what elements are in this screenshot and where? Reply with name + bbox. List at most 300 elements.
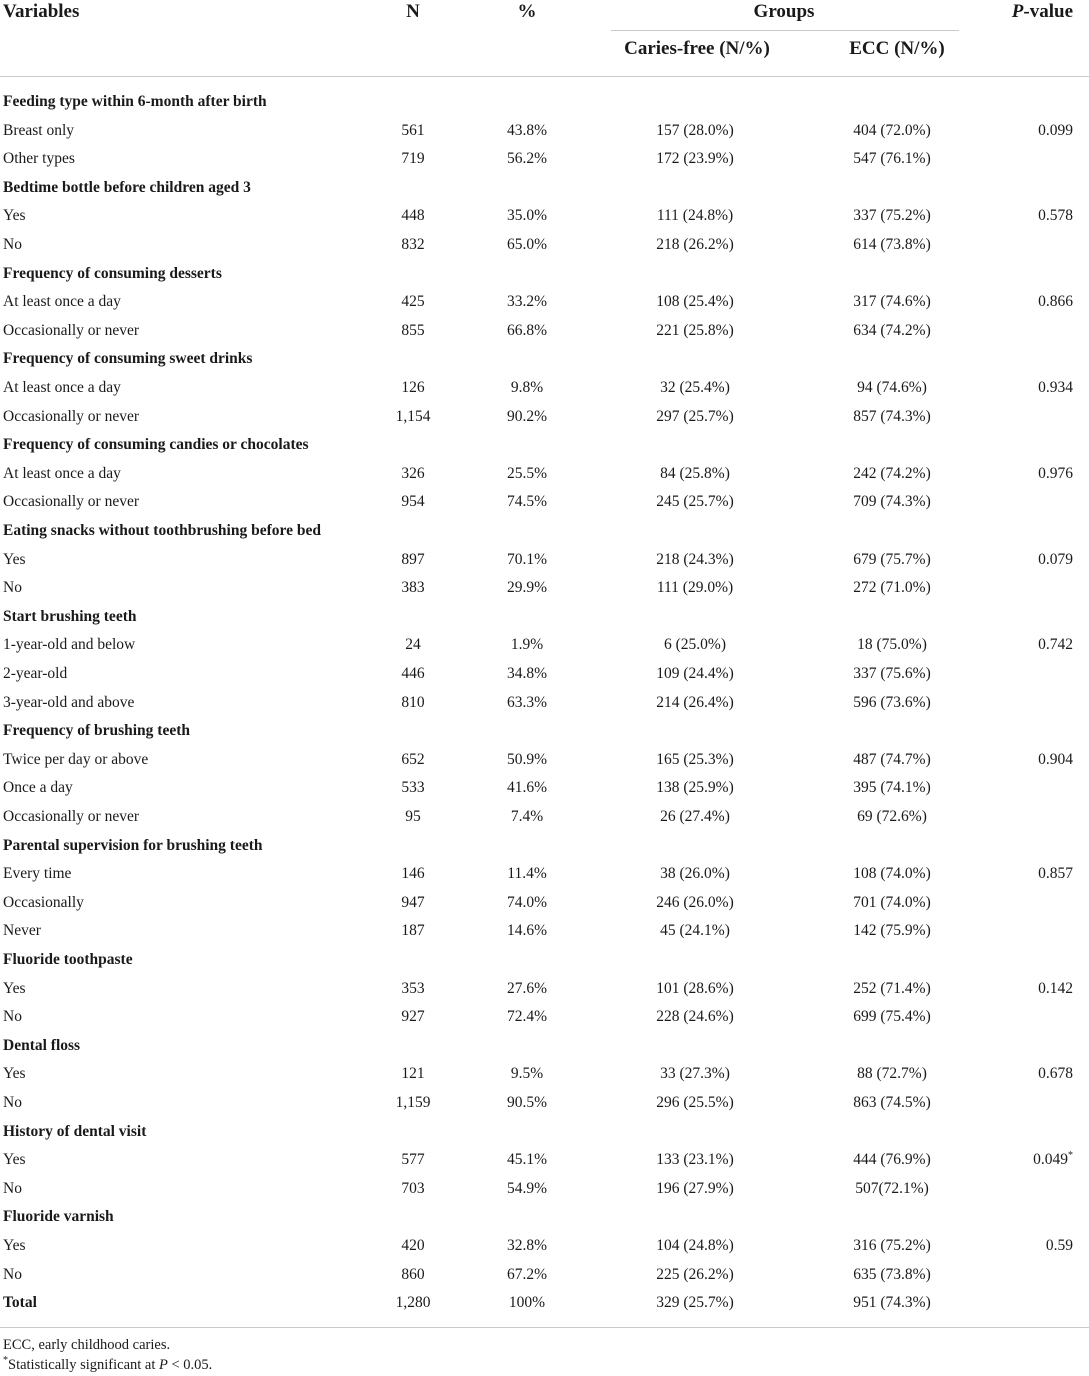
- row-variable-text: Yes: [3, 207, 26, 225]
- row-ecc: [853, 746, 931, 775]
- row-n: [401, 231, 424, 260]
- row-percent-text: 32.8%: [506, 1237, 548, 1254]
- row-variable-text: Every time: [3, 865, 72, 883]
- row-variable: [3, 374, 121, 403]
- row-ecc-text: 88 (72.7%): [857, 1065, 927, 1083]
- row-caries-free-text: 6 (25.0%): [664, 636, 726, 654]
- row-variable-text: Yes: [3, 979, 26, 997]
- row-n: [401, 202, 424, 231]
- row-n: [405, 803, 421, 832]
- row-variable: [3, 1032, 80, 1061]
- row-percent-text: 25.5%: [506, 464, 548, 482]
- row-ecc-text: 507(72.1%): [855, 1179, 929, 1197]
- row-caries-free-text: 329 (25.7%): [656, 1294, 734, 1312]
- row-ecc-text: 634 (74.2%): [853, 321, 931, 339]
- row-pvalue: [1038, 288, 1073, 317]
- row-n-text: 927: [401, 1008, 425, 1026]
- row-n: [401, 975, 424, 1004]
- row-n: [401, 460, 424, 489]
- footnote-sig-rest: < 0.05.: [167, 1357, 213, 1373]
- table-row: [0, 975, 1089, 1004]
- row-percent: [507, 746, 547, 775]
- footnote-sig-mark: *: [3, 1355, 8, 1367]
- row-ecc-text: 108 (74.0%): [853, 865, 931, 883]
- row-ecc-text: 596 (73.6%): [853, 693, 931, 711]
- row-caries-free-text: 297 (25.7%): [656, 407, 734, 425]
- row-variable: [3, 860, 71, 889]
- row-n-text: 126: [401, 379, 425, 396]
- row-n: [401, 574, 424, 603]
- row-n: [396, 1089, 431, 1118]
- row-variable: [3, 946, 133, 975]
- row-percent-text: 29.9%: [506, 579, 548, 597]
- row-percent-text: 50.9%: [506, 750, 548, 768]
- row-caries-free-text: 228 (24.6%): [656, 1008, 734, 1026]
- table-row: [0, 317, 1089, 346]
- row-variable-text: No: [3, 236, 22, 253]
- row-variable: [3, 1003, 22, 1032]
- row-ecc: [857, 631, 927, 660]
- row-variable: [3, 975, 26, 1004]
- section-header-row: [0, 431, 1089, 460]
- row-caries-free: [660, 860, 730, 889]
- row-n-text: 577: [401, 1151, 425, 1169]
- section-header-row: [0, 88, 1089, 117]
- row-variable: [3, 774, 73, 803]
- row-ecc-text: 94 (74.6%): [857, 379, 927, 396]
- row-caries-free: [656, 1261, 734, 1290]
- row-pvalue-text: 0.866: [1038, 293, 1073, 311]
- row-pvalue-text: 0.079: [1038, 550, 1073, 568]
- row-caries-free: [660, 803, 730, 832]
- row-n: [401, 546, 424, 575]
- row-variable-text: Frequency of consuming desserts: [3, 264, 222, 282]
- table-row: [0, 202, 1089, 231]
- row-ecc-text: 252 (71.4%): [853, 979, 931, 997]
- row-variable-text: Eating snacks without toothbrushing before bed: [3, 522, 321, 539]
- row-caries-free-text: 196 (27.9%): [656, 1179, 734, 1197]
- row-ecc: [853, 117, 931, 146]
- row-pvalue-text: 0.934: [1038, 379, 1073, 396]
- row-percent: [507, 117, 547, 146]
- table-row: [0, 546, 1089, 575]
- row-percent: [507, 231, 547, 260]
- row-percent: [507, 202, 547, 231]
- row-percent: [507, 1089, 547, 1118]
- row-caries-free-text: 104 (24.8%): [656, 1237, 734, 1254]
- row-ecc-text: 701 (74.0%): [853, 893, 931, 911]
- row-ecc-text: 951 (74.3%): [853, 1294, 931, 1312]
- row-percent-text: 70.1%: [506, 550, 548, 568]
- row-variable: [3, 1261, 22, 1290]
- row-ecc: [853, 1146, 931, 1175]
- row-caries-free: [656, 746, 734, 775]
- table-row: [0, 889, 1089, 918]
- row-n-text: 954: [401, 493, 425, 511]
- row-caries-free-text: 218 (24.3%): [656, 550, 734, 568]
- row-n: [401, 317, 424, 346]
- row-ecc: [853, 574, 931, 603]
- row-pvalue: [1038, 975, 1073, 1004]
- table-row: [0, 488, 1089, 517]
- row-variable-text: No: [3, 1179, 22, 1197]
- row-percent-text: 33.2%: [506, 293, 548, 311]
- row-caries-free: [656, 145, 734, 174]
- row-variable: [3, 1203, 114, 1232]
- row-percent: [511, 631, 543, 660]
- row-variable-text: Once a day: [3, 779, 73, 797]
- row-variable: [3, 460, 121, 489]
- row-caries-free: [656, 975, 734, 1004]
- row-pvalue-text: 0.099: [1038, 121, 1073, 139]
- row-ecc: [853, 1003, 931, 1032]
- row-caries-free: [656, 231, 734, 260]
- row-caries-free: [656, 1146, 734, 1175]
- row-percent: [507, 689, 547, 718]
- row-percent-text: 63.3%: [506, 693, 548, 711]
- row-caries-free: [656, 488, 734, 517]
- table-row: [0, 403, 1089, 432]
- row-percent: [507, 1175, 547, 1204]
- row-n: [401, 889, 424, 918]
- row-percent-text: 41.6%: [506, 779, 548, 797]
- row-variable: [3, 803, 139, 832]
- row-n-text: 897: [401, 550, 425, 568]
- row-caries-free-text: 225 (26.2%): [656, 1265, 734, 1283]
- row-variable: [3, 889, 84, 918]
- row-percent: [511, 374, 543, 403]
- section-header-row: [0, 1032, 1089, 1061]
- table-row: [0, 231, 1089, 260]
- row-caries-free-text: 221 (25.8%): [656, 321, 734, 339]
- row-percent-text: 56.2%: [506, 150, 548, 168]
- section-header-row: [0, 517, 1089, 546]
- row-percent-text: 11.4%: [507, 865, 547, 883]
- row-n-text: 121: [401, 1065, 425, 1083]
- header-pvalue-italic: P: [1011, 1, 1024, 22]
- row-percent-text: 100%: [508, 1294, 546, 1312]
- row-variable-text: Yes: [3, 1151, 26, 1169]
- row-variable: [3, 917, 41, 946]
- row-variable-text: 3-year-old and above: [3, 693, 135, 711]
- row-pvalue-text: 0.857: [1038, 865, 1073, 883]
- header-pvalue: [1012, 0, 1073, 24]
- footnote-sig-p: P: [159, 1357, 168, 1373]
- row-pvalue-text: 0.976: [1038, 464, 1073, 482]
- row-caries-free-text: 214 (26.4%): [656, 693, 734, 711]
- row-percent-text: 90.5%: [506, 1094, 548, 1111]
- row-variable-text: Occasionally or never: [3, 407, 139, 425]
- row-variable: [3, 488, 139, 517]
- row-percent-text: 27.6%: [506, 979, 548, 997]
- table-row: [0, 1146, 1089, 1175]
- total-row: [0, 1289, 1089, 1318]
- row-variable: [3, 1175, 22, 1204]
- row-caries-free: [657, 202, 733, 231]
- table-row: [0, 145, 1089, 174]
- row-caries-free-text: 84 (25.8%): [660, 464, 730, 482]
- table-row: [0, 1003, 1089, 1032]
- row-ecc: [853, 860, 931, 889]
- row-n-text: 561: [401, 121, 425, 139]
- header-bottom-rule: [0, 76, 1089, 77]
- row-percent: [507, 574, 547, 603]
- row-caries-free: [664, 631, 726, 660]
- row-caries-free-text: 296 (25.5%): [656, 1094, 734, 1111]
- row-pvalue-text: 0.578: [1038, 207, 1073, 225]
- row-pvalue: [1038, 202, 1073, 231]
- row-caries-free-text: 165 (25.3%): [656, 750, 734, 768]
- row-caries-free: [656, 1003, 734, 1032]
- row-n: [401, 746, 424, 775]
- row-ecc: [857, 803, 927, 832]
- row-variable-text: Occasionally: [3, 893, 84, 911]
- row-percent-text: 72.4%: [506, 1008, 548, 1026]
- table-bottom-rule: [0, 1327, 1089, 1328]
- row-ecc-text: 395 (74.1%): [853, 779, 931, 797]
- row-variable-text: Frequency of brushing teeth: [3, 722, 191, 740]
- row-variable-text: Fluoride varnish: [3, 1208, 114, 1226]
- row-pvalue-text: 0.678: [1038, 1065, 1073, 1083]
- row-n-text: 425: [401, 293, 425, 311]
- table-row: [0, 374, 1089, 403]
- row-n: [401, 1232, 424, 1261]
- row-ecc-text: 18 (75.0%): [857, 636, 927, 654]
- row-variable: [3, 1118, 146, 1147]
- table-row: [0, 803, 1089, 832]
- row-variable-text: No: [3, 1094, 22, 1111]
- row-caries-free: [656, 1175, 734, 1204]
- row-caries-free-text: 111 (24.8%): [656, 207, 734, 225]
- row-n-text: 353: [401, 979, 425, 997]
- row-percent-text: 9.8%: [510, 379, 544, 396]
- row-ecc-text: 699 (75.4%): [853, 1008, 931, 1026]
- row-variable: [3, 288, 121, 317]
- row-variable-text: History of dental visit: [3, 1122, 147, 1140]
- row-n: [401, 689, 424, 718]
- table-row: [0, 631, 1089, 660]
- row-variable: [3, 832, 263, 861]
- row-percent: [507, 1146, 547, 1175]
- row-n-text: 703: [401, 1179, 425, 1197]
- row-pvalue: [1033, 1146, 1073, 1175]
- row-pvalue: [1038, 460, 1073, 489]
- row-ecc: [853, 689, 931, 718]
- row-pvalue: [1038, 860, 1073, 889]
- row-ecc-text: 679 (75.7%): [853, 550, 931, 568]
- row-caries-free: [656, 774, 734, 803]
- row-variable: [3, 546, 26, 575]
- header-groups: Groups: [753, 1, 815, 22]
- row-n: [401, 660, 424, 689]
- row-percent-text: 7.4%: [510, 808, 544, 825]
- row-percent: [507, 1232, 547, 1261]
- row-ecc-text: 142 (75.9%): [853, 922, 931, 940]
- row-caries-free-text: 32 (25.4%): [660, 379, 730, 396]
- row-caries-free: [660, 917, 730, 946]
- row-ecc: [853, 1289, 931, 1318]
- row-variable-text: No: [3, 1008, 22, 1026]
- row-variable: [3, 660, 67, 689]
- row-n-text: 810: [401, 693, 425, 711]
- row-caries-free: [656, 1289, 734, 1318]
- section-header-row: [0, 717, 1089, 746]
- table-row: [0, 1089, 1089, 1118]
- row-pvalue: [1046, 1232, 1073, 1261]
- row-variable: [3, 1060, 26, 1089]
- row-ecc-text: 242 (74.2%): [853, 464, 931, 482]
- header-percent: %: [517, 1, 537, 22]
- row-variable-text: Frequency of consuming candies or chocolates: [3, 436, 309, 454]
- row-caries-free-text: 172 (23.9%): [656, 150, 734, 168]
- row-caries-free: [660, 374, 730, 403]
- row-n-text: 326: [401, 464, 425, 482]
- row-variable-text: Total: [3, 1294, 37, 1312]
- table-row: [0, 1261, 1089, 1290]
- row-caries-free-text: 33 (27.3%): [660, 1065, 730, 1083]
- row-variable: [3, 260, 222, 289]
- row-variable-text: 2-year-old: [3, 665, 68, 682]
- row-percent: [509, 1289, 545, 1318]
- row-n-text: 383: [401, 579, 425, 597]
- row-pvalue: [1038, 117, 1073, 146]
- row-pvalue: [1038, 374, 1073, 403]
- row-ecc-text: 635 (73.8%): [853, 1265, 931, 1283]
- row-ecc: [853, 889, 931, 918]
- row-caries-free: [660, 1060, 730, 1089]
- row-n-text: 95: [405, 808, 421, 825]
- table-row: [0, 1175, 1089, 1204]
- row-percent-text: 43.8%: [506, 121, 548, 139]
- row-percent: [507, 917, 547, 946]
- row-ecc-text: 316 (75.2%): [853, 1237, 931, 1254]
- row-variable-text: Occasionally or never: [3, 808, 139, 825]
- row-variable-text: Occasionally or never: [3, 321, 139, 339]
- table-row: [0, 660, 1089, 689]
- table-row: [0, 689, 1089, 718]
- row-ecc: [853, 917, 931, 946]
- row-variable-text: At least once a day: [3, 379, 121, 396]
- row-n-text: 1,154: [395, 407, 431, 425]
- row-n: [401, 1261, 424, 1290]
- table-row: [0, 860, 1089, 889]
- section-header-row: [0, 345, 1089, 374]
- row-variable-text: Feeding type within 6-month after birth: [3, 93, 267, 110]
- row-percent: [511, 803, 543, 832]
- row-n-text: 187: [401, 922, 425, 940]
- row-n: [401, 1060, 424, 1089]
- section-header-row: [0, 603, 1089, 632]
- row-n-text: 146: [401, 865, 425, 883]
- row-caries-free-text: 218 (26.2%): [656, 236, 734, 253]
- header-pvalue-rest: -value: [1023, 1, 1073, 22]
- table-row: [0, 117, 1089, 146]
- footnote-significance: [3, 1355, 212, 1375]
- row-ecc: [853, 1261, 931, 1290]
- row-variable-text: Dental floss: [3, 1036, 81, 1054]
- row-caries-free-text: 133 (23.1%): [656, 1151, 734, 1169]
- row-ecc: [853, 660, 931, 689]
- row-variable: [3, 746, 148, 775]
- row-percent: [507, 317, 547, 346]
- row-caries-free: [656, 317, 734, 346]
- row-n: [401, 374, 424, 403]
- row-percent: [507, 860, 546, 889]
- row-n: [401, 917, 424, 946]
- row-n-text: 446: [401, 665, 425, 682]
- row-pvalue-text: 0.049: [1033, 1151, 1068, 1169]
- header-ecc: ECC (N/%): [849, 38, 945, 59]
- row-variable-text: At least once a day: [3, 293, 121, 311]
- row-n: [401, 774, 424, 803]
- row-caries-free-text: 26 (27.4%): [660, 808, 730, 825]
- row-n-text: 24: [405, 636, 421, 654]
- row-percent: [507, 546, 547, 575]
- section-header-row: [0, 832, 1089, 861]
- row-pvalue-text: 0.142: [1038, 979, 1073, 997]
- row-variable: [3, 345, 252, 374]
- row-variable: [3, 689, 134, 718]
- row-ecc: [853, 460, 931, 489]
- row-percent-text: 90.2%: [506, 407, 548, 425]
- table-row: [0, 1232, 1089, 1261]
- row-caries-free: [656, 288, 734, 317]
- row-n-text: 533: [401, 779, 425, 797]
- row-percent: [507, 975, 547, 1004]
- section-header-row: [0, 1203, 1089, 1232]
- row-variable: [3, 517, 321, 546]
- row-percent-text: 54.9%: [506, 1179, 548, 1197]
- row-caries-free: [656, 660, 734, 689]
- row-caries-free: [656, 689, 734, 718]
- row-ecc: [853, 231, 931, 260]
- row-ecc-text: 337 (75.6%): [853, 665, 931, 682]
- row-variable: [3, 431, 309, 460]
- row-percent: [507, 774, 547, 803]
- row-n: [401, 1003, 424, 1032]
- row-variable-text: Occasionally or never: [3, 493, 139, 511]
- row-variable-text: Yes: [3, 1065, 26, 1083]
- row-ecc: [853, 546, 931, 575]
- row-pvalue: [1038, 631, 1073, 660]
- row-n: [405, 631, 421, 660]
- row-percent-text: 1.9%: [510, 636, 544, 654]
- row-variable: [3, 1146, 26, 1175]
- row-ecc: [853, 288, 931, 317]
- row-n-text: 1,159: [395, 1094, 431, 1111]
- row-variable-text: Yes: [3, 1237, 26, 1254]
- row-variable: [3, 1289, 37, 1318]
- row-percent-text: 74.0%: [506, 893, 548, 911]
- row-variable-text: 1-year-old and below: [3, 636, 136, 654]
- row-variable-text: Twice per day or above: [3, 750, 149, 768]
- row-caries-free: [657, 574, 733, 603]
- row-percent-text: 35.0%: [506, 207, 548, 225]
- row-pvalue-text: 0.59: [1045, 1237, 1073, 1254]
- row-ecc-text: 272 (71.0%): [853, 579, 931, 597]
- row-ecc-text: 709 (74.3%): [853, 493, 931, 511]
- row-pvalue: [1038, 546, 1073, 575]
- row-ecc: [853, 774, 931, 803]
- row-ecc-text: 337 (75.2%): [853, 207, 931, 225]
- row-ecc-text: 317 (74.6%): [853, 293, 931, 311]
- row-variable-text: Fluoride toothpaste: [3, 951, 133, 968]
- table-row: [0, 288, 1089, 317]
- row-caries-free: [656, 117, 734, 146]
- row-percent: [507, 288, 547, 317]
- row-ecc-text: 547 (76.1%): [853, 150, 931, 168]
- row-n-text: 947: [401, 893, 425, 911]
